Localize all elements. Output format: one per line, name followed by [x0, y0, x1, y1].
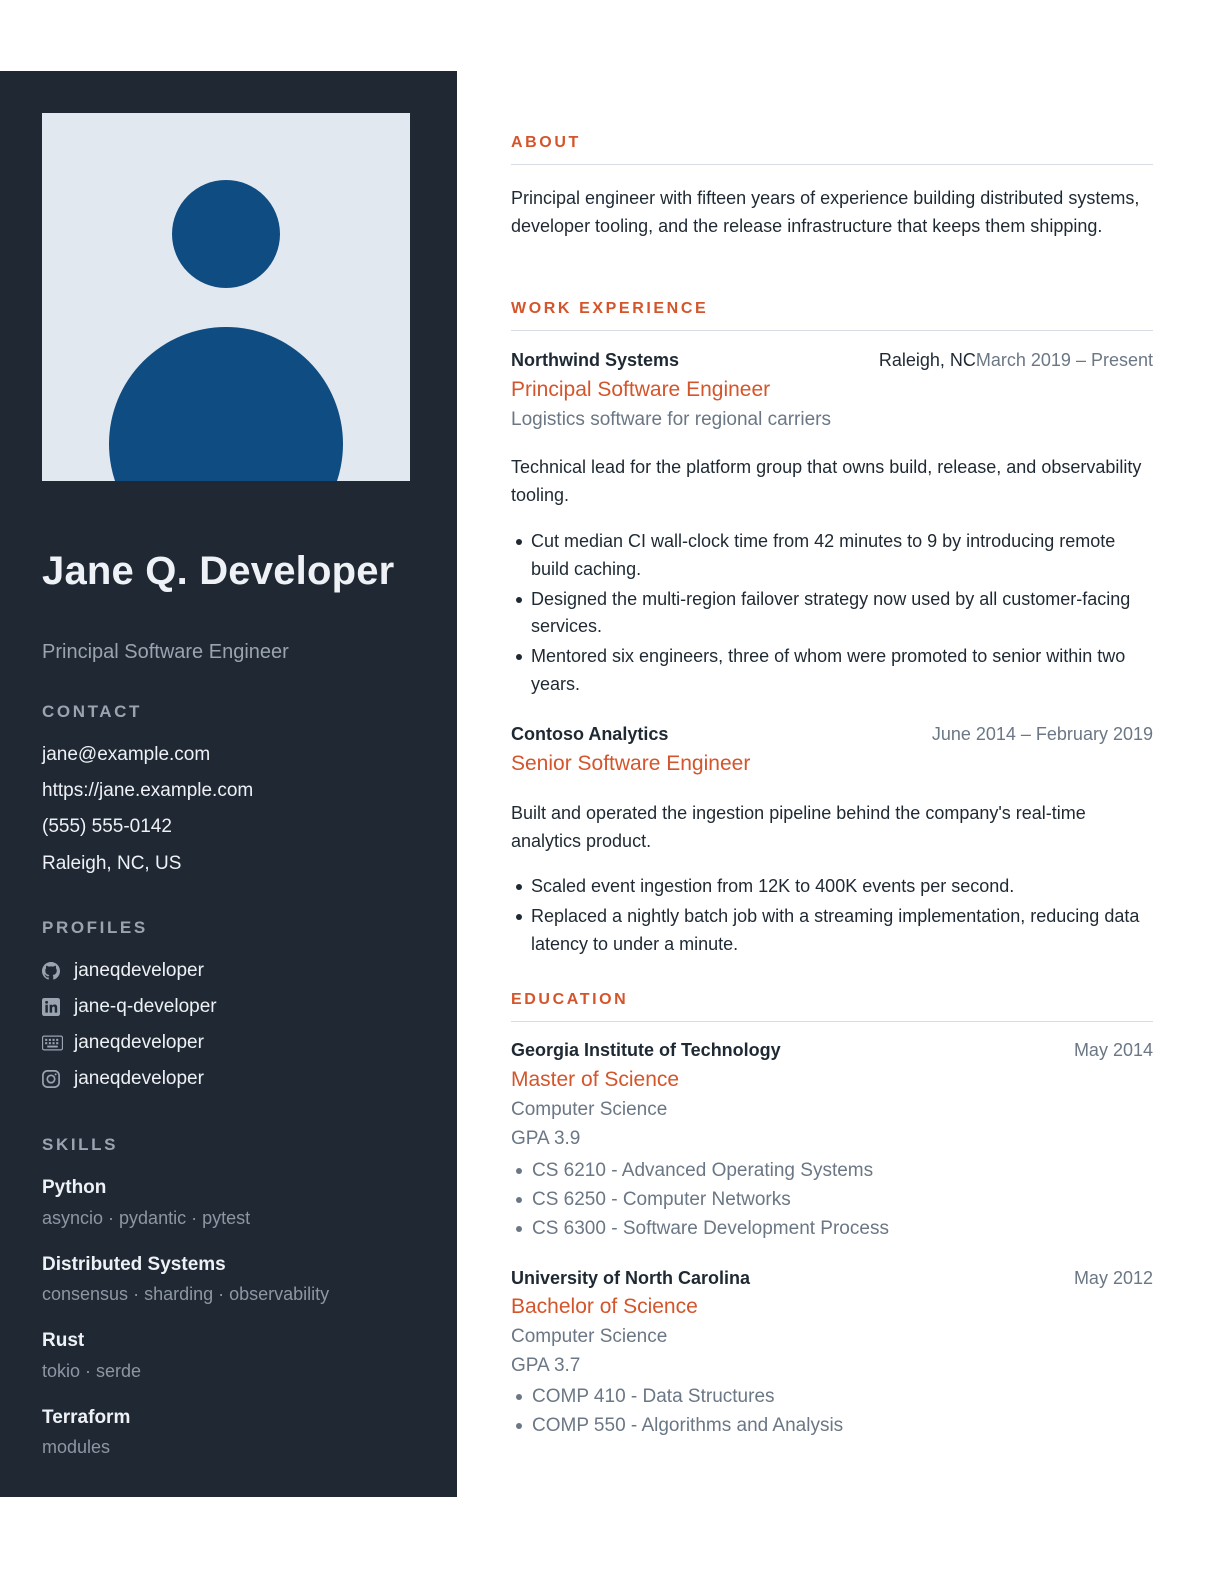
- skills-heading: SKILLS: [42, 1135, 119, 1154]
- skill-keyword: tokio: [42, 1361, 81, 1381]
- keyboard-icon: [42, 1034, 63, 1052]
- about-summary: Principal engineer with fifteen years of experience building distributed systems, developer tooling, and the release infrastructure that keeps them shipping.: [511, 188, 1140, 236]
- profile-github[interactable]: [42, 959, 204, 983]
- profile-github-username: janeqdeveloper: [74, 960, 204, 981]
- work-summary: Technical lead for the platform group that owns build, release, and observability tooling.: [511, 457, 1142, 505]
- skill-keywords: [42, 1361, 141, 1382]
- skill-name: Python: [42, 1177, 107, 1198]
- candidate-name: Jane Q. Developer: [42, 549, 395, 593]
- contact-location: Raleigh, NC, US: [42, 853, 182, 874]
- profile-keyboard-username: janeqdeveloper: [74, 1032, 204, 1053]
- work-position: Senior Software Engineer: [511, 752, 751, 775]
- skill-name: Rust: [42, 1330, 85, 1351]
- skill-name: Terraform: [42, 1407, 131, 1428]
- education-course: CS 6300 - Software Development Process: [532, 1214, 1152, 1243]
- education-degree: Bachelor of Science: [511, 1295, 698, 1318]
- work-entry-header: [511, 722, 1153, 746]
- skill-name: Distributed Systems: [42, 1254, 226, 1275]
- education-entry-header: [511, 1266, 1153, 1290]
- education-courses: [532, 1382, 1152, 1440]
- skill-keyword: modules: [42, 1437, 111, 1457]
- education-date: May 2012: [1073, 1267, 1153, 1288]
- work-highlight: Cut median CI wall-clock time from 42 minutes to 9 by introducing remote build caching.: [531, 528, 1153, 583]
- skill-keyword: · pytest: [186, 1208, 250, 1228]
- education-date: May 2014: [1073, 1039, 1153, 1060]
- work-highlight: Designed the multi-region failover strategy now used by all customer-facing services.: [531, 586, 1153, 641]
- about-heading: ABOUT: [511, 134, 1153, 165]
- contact-email[interactable]: jane@example.com: [42, 744, 211, 765]
- work-company: Northwind Systems: [511, 349, 680, 370]
- skill-keywords: [42, 1208, 250, 1229]
- profile-instagram-username: janeqdeveloper: [74, 1068, 204, 1089]
- skill-keywords: [42, 1284, 329, 1305]
- profile-linkedin[interactable]: [42, 995, 217, 1019]
- work-highlights: [531, 528, 1153, 701]
- profiles-heading: PROFILES: [42, 918, 148, 937]
- profile-keyboard[interactable]: [42, 1031, 204, 1055]
- contact-heading: CONTACT: [42, 702, 143, 721]
- skill-keyword: · serde: [80, 1361, 141, 1381]
- avatar-head-shape: [172, 180, 280, 288]
- education-entry-header: [511, 1038, 1153, 1062]
- contact-phone[interactable]: (555) 555-0142: [42, 816, 172, 837]
- sidebar: [0, 71, 457, 1497]
- education-area: Computer Science: [511, 1326, 668, 1347]
- education-course: COMP 550 - Algorithms and Analysis: [532, 1411, 1152, 1440]
- work-highlight: Replaced a nightly batch job with a streaming implementation, reducing data latency to under a minute.: [531, 903, 1153, 958]
- work-highlight: Mentored six engineers, three of whom were promoted to senior within two years.: [531, 643, 1153, 698]
- skill-keyword: · pydantic: [103, 1208, 186, 1228]
- work-highlight: Scaled event ingestion from 12K to 400K events per second.: [531, 873, 1153, 901]
- main-content: [511, 0, 1153, 1584]
- work-company: Contoso Analytics: [511, 723, 669, 744]
- work-highlights: [531, 873, 1153, 961]
- education-heading: EDUCATION: [511, 991, 1153, 1022]
- profile-linkedin-username: jane-q-developer: [74, 996, 217, 1017]
- education-courses: [532, 1156, 1152, 1243]
- education-gpa: GPA 3.7: [511, 1355, 581, 1376]
- instagram-icon: [42, 1070, 60, 1088]
- skill-keyword: asyncio: [42, 1208, 104, 1228]
- education-course: CS 6250 - Computer Networks: [532, 1185, 1152, 1214]
- education-course: COMP 410 - Data Structures: [532, 1382, 1152, 1411]
- work-dates: June 2014 – February 2019: [931, 723, 1153, 744]
- education-institution: Georgia Institute of Technology: [511, 1039, 781, 1060]
- education-course: CS 6210 - Advanced Operating Systems: [532, 1156, 1152, 1185]
- profile-photo-placeholder: [42, 113, 410, 481]
- skill-keywords: [42, 1437, 110, 1458]
- candidate-headline: Principal Software Engineer: [42, 641, 289, 663]
- profile-instagram[interactable]: [42, 1067, 204, 1091]
- github-icon: [42, 962, 60, 980]
- avatar-body-shape: [109, 327, 343, 481]
- education-degree: Master of Science: [511, 1068, 680, 1091]
- education-area: Computer Science: [511, 1099, 668, 1120]
- education-institution: University of North Carolina: [511, 1267, 751, 1288]
- education-gpa: GPA 3.9: [511, 1128, 581, 1149]
- linkedin-icon: [42, 998, 60, 1016]
- work-dates: March 2019 – Present: [975, 349, 1153, 370]
- contact-website[interactable]: https://jane.example.com: [42, 780, 254, 801]
- work-entry-header: [511, 348, 1153, 372]
- work-location: Raleigh, NC: [878, 349, 976, 370]
- skill-keyword: · observability: [213, 1284, 329, 1304]
- work-summary: Built and operated the ingestion pipeline behind the company's real-time analytics product.: [511, 803, 1086, 851]
- skill-keyword: consensus: [42, 1284, 129, 1304]
- work-heading: WORK EXPERIENCE: [511, 300, 1153, 331]
- skill-keyword: · sharding: [128, 1284, 213, 1304]
- work-description: Logistics software for regional carriers: [511, 409, 831, 430]
- work-position: Principal Software Engineer: [511, 378, 771, 401]
